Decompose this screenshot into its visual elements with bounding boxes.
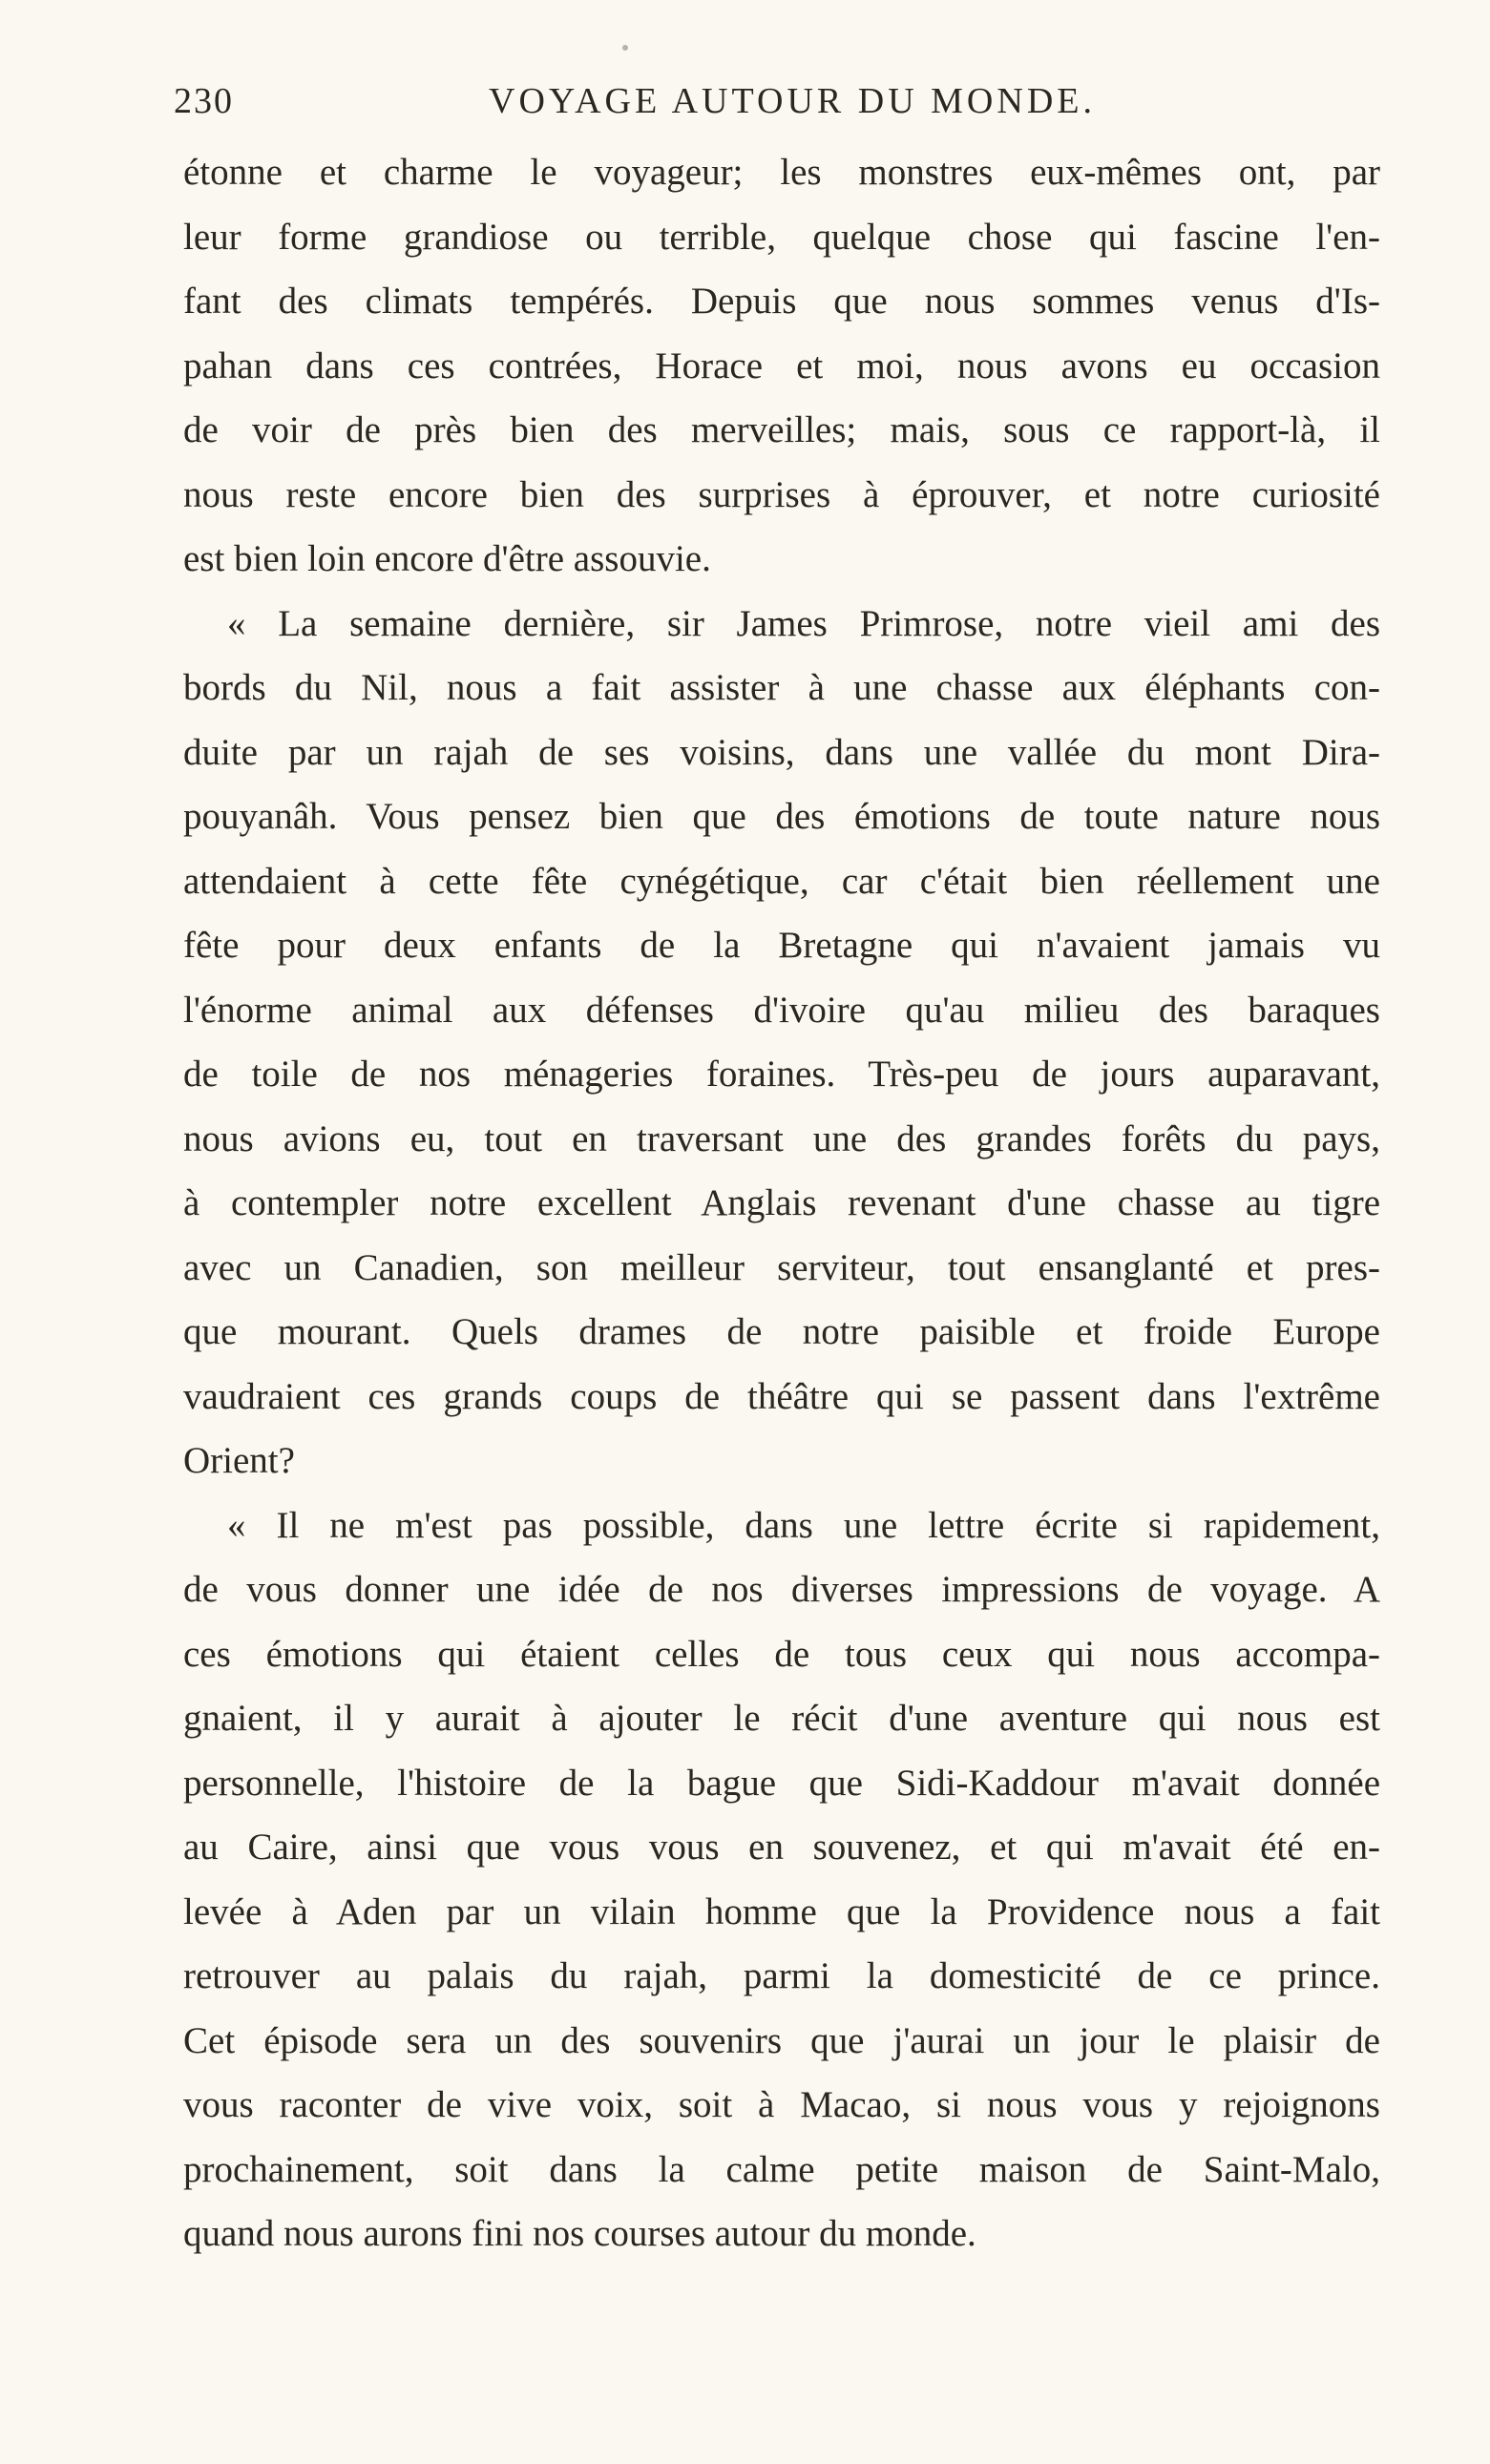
text-line: leur forme grandiose ou terrible, quelque chose qui fascine l'en-	[183, 216, 1380, 258]
text-line: prochainement, soit dans la calme petite maison de Saint-Malo,	[183, 2148, 1380, 2190]
running-title: VOYAGE AUTOUR DU MONDE.	[489, 81, 1096, 121]
text-line: de vous donner une idée de nos diverses impressions de voyage. A	[183, 1569, 1380, 1610]
text-line: duite par un rajah de ses voisins, dans une vallée du mont Dira-	[183, 731, 1380, 773]
text-line: au Caire, ainsi que vous vous en souvenez, et qui m'avait été en-	[183, 1827, 1380, 1868]
text-line: nous avions eu, tout en traversant une des grandes forêts du pays,	[183, 1117, 1380, 1159]
text-line: attendaient à cette fête cynégétique, car c'était bien réellement une	[183, 860, 1380, 902]
text-line: ces émotions qui étaient celles de tous ceux qui nous accompa-	[183, 1633, 1380, 1675]
text-line: bords du Nil, nous a fait assister à une chasse aux éléphants con-	[183, 667, 1380, 708]
paper-speck	[622, 45, 628, 51]
text-line: retrouver au palais du rajah, parmi la domesticité de ce prince.	[183, 1955, 1380, 1996]
text-line: personnelle, l'histoire de la bague que Sidi-Kaddour m'avait donnée	[183, 1762, 1380, 1804]
text-line: Cet épisode sera un des souvenirs que j'aurai un jour le plaisir de	[183, 2019, 1380, 2061]
text-line: levée à Aden par un vilain homme que la Providence nous a fait	[183, 1890, 1380, 1932]
text-line: l'énorme animal aux défenses d'ivoire qu'au milieu des baraques	[183, 989, 1380, 1031]
text-line: pouyanâh. Vous pensez bien que des émotions de toute nature nous	[183, 796, 1380, 837]
text-line: vous raconter de vive voix, soit à Macao, si nous vous y rejoignons	[183, 2084, 1380, 2125]
body-text	[183, 140, 1380, 2266]
text-line: avec un Canadien, son meilleur serviteur, tout ensanglanté et pres-	[183, 1246, 1380, 1288]
text-line: fête pour deux enfants de la Bretagne qui n'avaient jamais vu	[183, 925, 1380, 966]
text-line: de voir de près bien des merveilles; mais, sous ce rapport-là, il	[183, 409, 1380, 450]
text-line: quand nous aurons fini nos courses autour du monde.	[183, 2213, 976, 2254]
text-line: étonne et charme le voyageur; les monstres eux-mêmes ont, par	[183, 152, 1380, 193]
text-line: que mourant. Quels drames de notre paisible et froide Europe	[183, 1311, 1380, 1352]
text-line: Orient?	[183, 1440, 295, 1481]
running-head	[174, 74, 1386, 128]
text-line: vaudraient ces grands coups de théâtre qui se passent dans l'extrême	[183, 1375, 1380, 1417]
text-line: pahan dans ces contrées, Horace et moi, nous avons eu occasion	[183, 345, 1380, 386]
text-line: de toile de nos ménageries foraines. Très-peu de jours auparavant,	[183, 1054, 1380, 1095]
text-line: fant des climats tempérés. Depuis que nous sommes venus d'Is-	[183, 281, 1380, 322]
page-number: 230	[174, 81, 234, 121]
paragraph-start-line: « La semaine dernière, sir James Primrose, notre vieil ami des	[227, 602, 1380, 644]
paragraph-start-line: « Il ne m'est pas possible, dans une lettre écrite si rapidement,	[227, 1504, 1380, 1546]
text-line: à contempler notre excellent Anglais revenant d'une chasse au tigre	[183, 1182, 1380, 1223]
text-line: gnaient, il y aurait à ajouter le récit d'une aventure qui nous est	[183, 1698, 1380, 1739]
text-line: nous reste encore bien des surprises à éprouver, et notre curiosité	[183, 473, 1380, 515]
text-line: est bien loin encore d'être assouvie.	[183, 538, 711, 579]
